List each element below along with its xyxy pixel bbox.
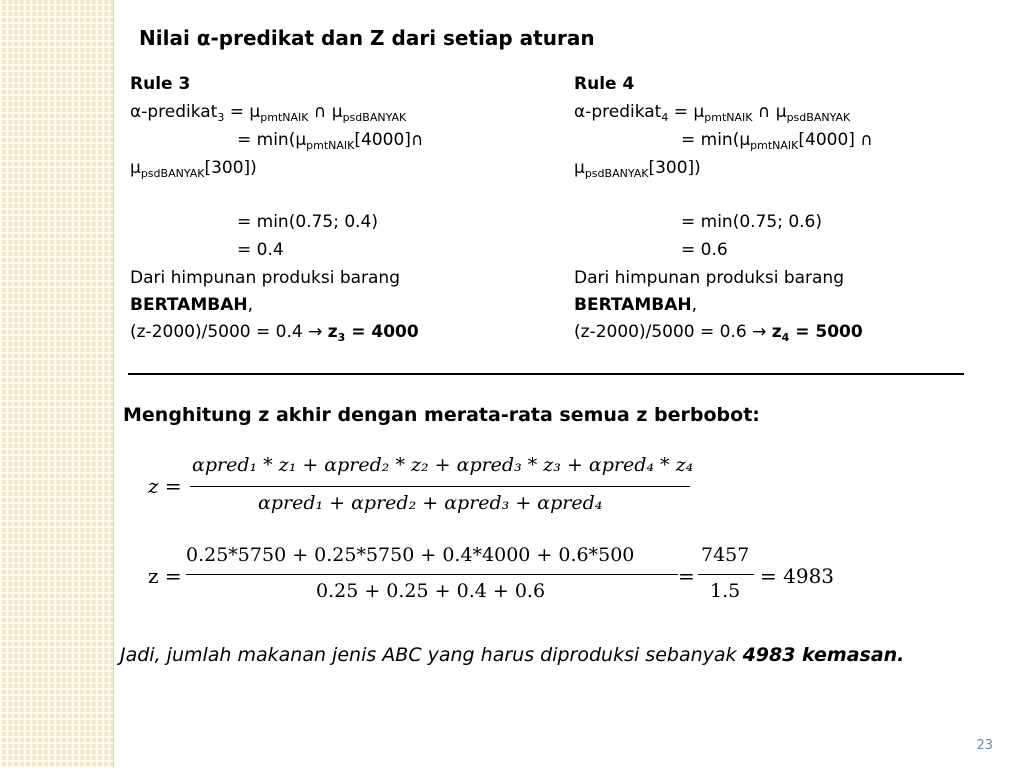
numeric-numerator: 0.25*5750 + 0.25*5750 + 0.4*4000 + 0.6*500 [186, 544, 635, 566]
z-calculation: $(z-2000)/5000 = 0.4 \to z_3 = 4000$ [130, 322, 419, 344]
numeric-formula [148, 544, 848, 614]
rule-heading: Rule 3 [130, 74, 191, 94]
z-calculation: $(z-2000)/5000 = 0.6 \to z_4 = 5000$ [574, 322, 863, 344]
alpha-result: = 0.6 [681, 240, 728, 260]
alpha-predicate-line: α-predikat$_4$ = $\mu_{pmtNAIK}$ ∩ $\mu_{psdBANYAK}$ [574, 102, 851, 124]
conclusion-text: Jadi, jumlah makanan jenis ABC yang harus diproduksi sebanyak 4983 kemasan. [120, 644, 905, 666]
equals-sign: = [678, 564, 695, 588]
set-description: Dari himpunan produksi barang [574, 268, 844, 288]
simplified-numerator: 7457 [701, 544, 750, 566]
alpha-predicate-line: α-predikat$_3$ = $\mu_{pmtNAIK}$ ∩ $\mu_{psdBANYAK}$ [130, 102, 407, 124]
formula-denominator: αpred₁ + αpred₂ + αpred₃ + αpred₄ [258, 492, 603, 514]
weighted-average-formula [148, 452, 708, 524]
final-result: = 4983 [760, 564, 835, 588]
formula-numerator: αpred₁ * z₁ + αpred₂ * z₂ + αpred₃ * z₃ + αpred₄ * z₄ [192, 454, 694, 476]
fraction-bar [186, 574, 678, 575]
fraction-bar [190, 486, 690, 487]
min-expression-cont: $\mu_{psdBANYAK}[300]$) [574, 158, 701, 180]
set-description: Dari himpunan produksi barang [130, 268, 400, 288]
horizontal-divider [128, 373, 964, 375]
rule-heading: Rule 4 [574, 74, 635, 94]
numeric-lhs: z = [148, 564, 182, 588]
arrow-icon: → [752, 322, 767, 342]
min-eval-line: = min(0.75; 0.4) [237, 212, 378, 232]
fraction-bar [698, 574, 754, 575]
arrow-icon: → [308, 322, 323, 342]
min-expression-line: = $\min(\mu_{pmtNAIK}[4000]$ ∩ [681, 130, 873, 152]
min-eval-line: = min(0.75; 0.6) [681, 212, 822, 232]
decorative-side-strip [0, 0, 113, 768]
min-expression-line: = $\min(\mu_{pmtNAIK}[4000]\cap$ [237, 130, 424, 152]
strip-edge [113, 0, 114, 768]
formula-lhs: z = [148, 474, 182, 498]
min-expression-cont: $\mu_{psdBANYAK}[300]$) [130, 158, 257, 180]
set-name-line: BERTAMBAH, [130, 295, 253, 315]
page-number: 23 [976, 738, 993, 753]
set-name-line: BERTAMBAH, [574, 295, 697, 315]
numeric-denominator: 0.25 + 0.25 + 0.4 + 0.6 [316, 580, 546, 602]
simplified-denominator: 1.5 [710, 580, 741, 602]
slide-title: Nilai α-predikat dan Z dari setiap aturan [139, 26, 595, 50]
section-heading: Menghitung z akhir dengan merata-rata semua z berbobot: [123, 404, 760, 426]
alpha-result: = 0.4 [237, 240, 284, 260]
